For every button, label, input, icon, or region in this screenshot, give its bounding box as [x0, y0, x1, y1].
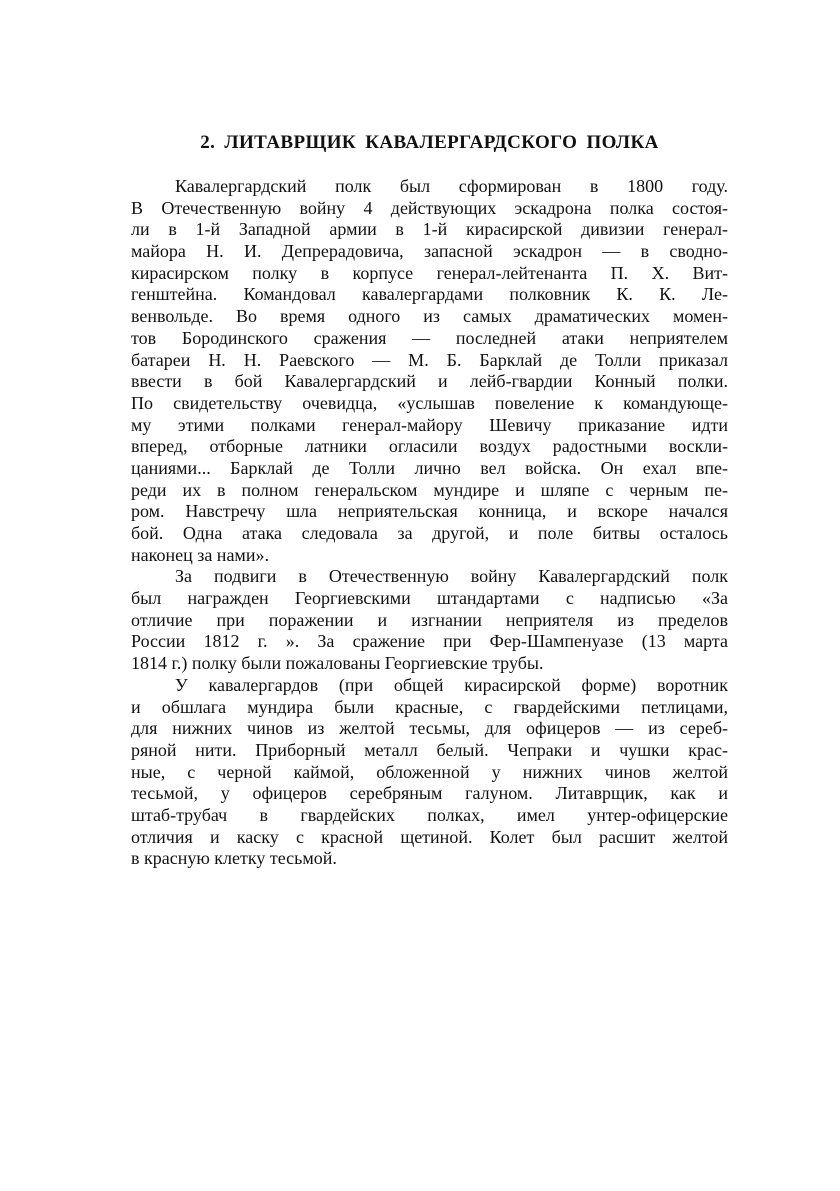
text-line: генштейна. Командовал кавалергардами полковник К. К. Ле- [131, 284, 728, 305]
page [131, 130, 728, 870]
text-line: ряной нити. Приборный металл белый. Чепраки и чушки крас- [131, 739, 728, 760]
text-line: наконец за нами». [131, 544, 269, 565]
text-line: тесьмой, у офицеров серебряным галуном. Литаврщик, как и [131, 783, 728, 804]
text-line: За подвиги в Отечественную войну Кавалергардский полк [175, 566, 728, 587]
text-line: По свидетельству очевидца, «услышав повеление к командующе- [131, 392, 728, 413]
text-line: 1814 г.) полку были пожалованы Георгиевские трубы. [131, 653, 544, 674]
text-line: тов Бородинского сражения — последней атаки неприятелем [131, 327, 728, 348]
paragraph-2 [131, 566, 728, 674]
text-line: У кавалергардов (при общей кирасирской форме) воротник [175, 674, 728, 695]
text-line: реди их в полном генеральском мундире и шляпе с черным пе- [131, 479, 728, 500]
text-line: отличия и каску с красной щетиной. Колет был расшит желтой [131, 826, 728, 847]
chapter-title: 2. ЛИТАВРЩИК КАВАЛЕРГАРДСКОГО ПОЛКА [200, 132, 659, 153]
text-line: майора Н. И. Депрерадовича, запасной эскадрон — в сводно- [131, 241, 728, 262]
text-line: ли в 1-й Западной армии в 1-й кирасирской дивизии генерал- [131, 219, 728, 240]
text-line: ные, с черной каймой, обложенной у нижних чинов желтой [131, 761, 728, 782]
text-line: штаб-трубач в гвардейских полках, имел унтер-офицерские [131, 804, 728, 825]
paragraph-1 [131, 176, 728, 566]
text-line: му этими полками генерал-майору Шевичу приказание идти [131, 414, 728, 435]
text-line: батареи Н. Н. Раевского — М. Б. Барклай де Толли приказал [131, 349, 728, 370]
text-line: вперед, отборные латники огласили воздух радостными воскли- [131, 436, 728, 457]
text-line: и обшлага мундира были красные, с гвардейскими петлицами, [131, 696, 728, 717]
text-line: кирасирском полку в корпусе генерал-лейтенанта П. Х. Вит- [131, 262, 728, 283]
text-line: отличие при поражении и изгнании неприятеля из пределов [131, 609, 728, 630]
text-line: бой. Одна атака следовала за другой, и поле битвы осталось [131, 523, 728, 543]
text-line: России 1812 г. ». За сражение при Фер-Шампенуазе (13 марта [131, 631, 728, 652]
text-line: ввести в бой Кавалергардский и лейб-гвардии Конный полки. [131, 371, 728, 392]
text-line: Кавалергардский полк был сформирован в 1800 году. [175, 176, 728, 196]
text-line: ром. Навстречу шла неприятельская конница, и вскоре начался [131, 501, 728, 522]
text-line: цаниями... Барклай де Толли лично вел войска. Он ехал впе- [131, 457, 728, 478]
text-line: был награжден Георгиевскими штандартами с надписью «За [131, 588, 728, 609]
paragraph-3 [131, 675, 728, 870]
text-line: В Отечественную войну 4 действующих эскадрона полка состоя- [131, 197, 728, 218]
text-line: в красную клетку тесьмой. [131, 848, 337, 869]
text-line: венвольде. Во время одного из самых драматических момен- [131, 306, 728, 327]
text-line: для нижних чинов из желтой тесьмы, для офицеров — из сереб- [131, 718, 728, 739]
